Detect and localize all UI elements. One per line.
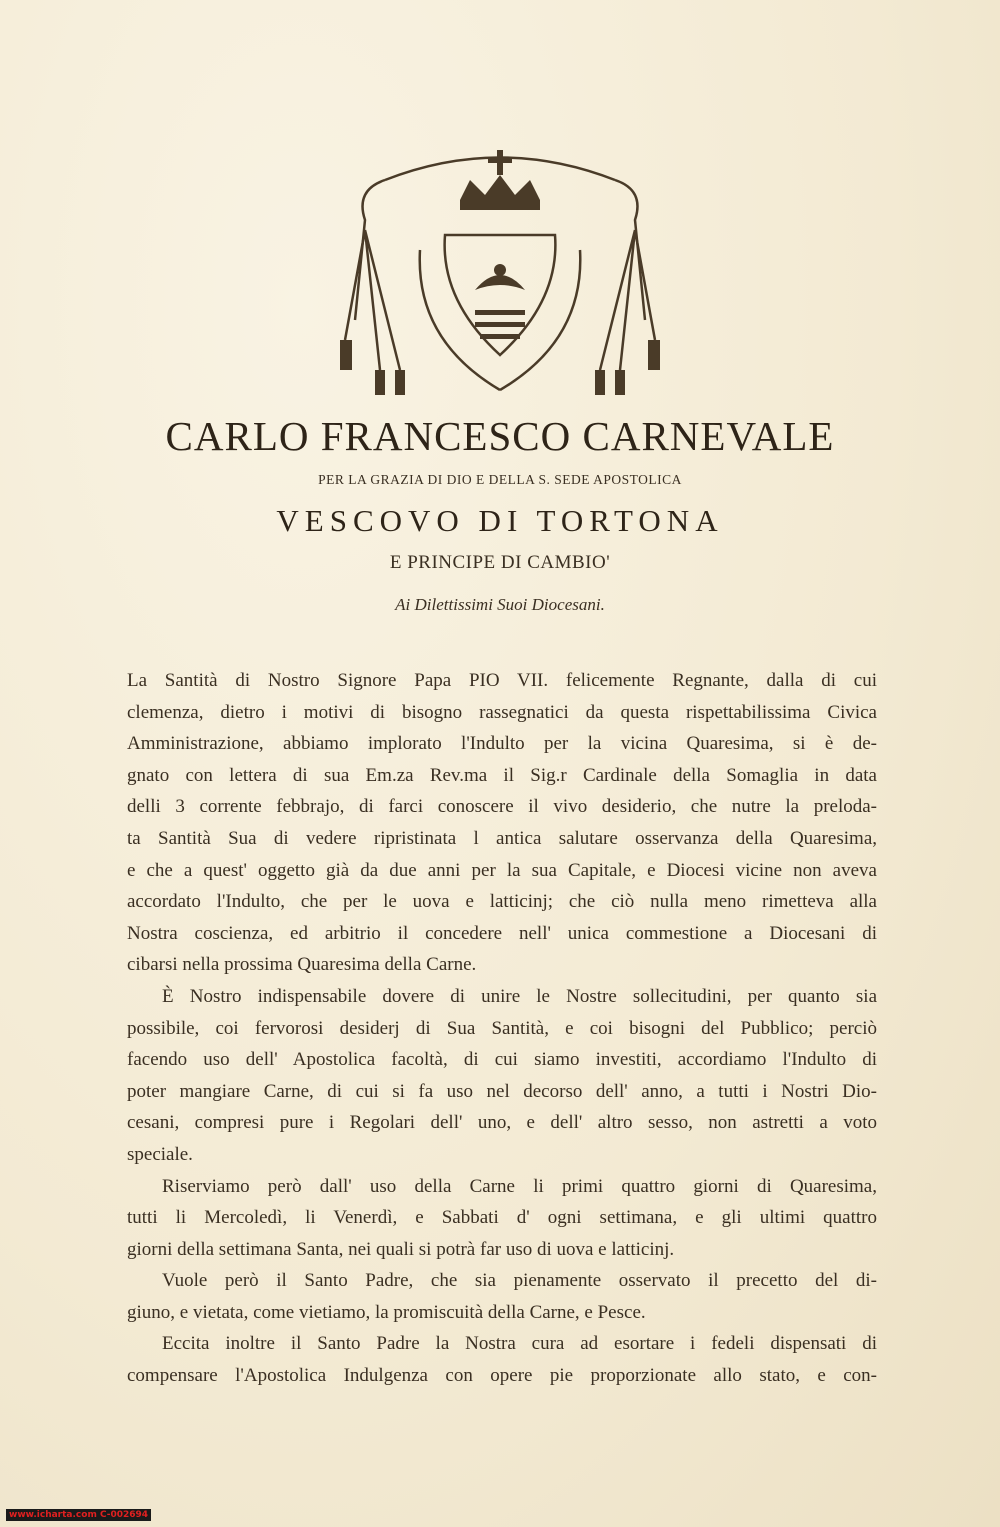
text-line: possibile, coi fervorosi desiderj di Sua Santità, e coi bisogni del Pubblico; perciò xyxy=(127,1017,877,1039)
bishop-title: VESCOVO DI TORTONA xyxy=(276,503,724,538)
text-line: È Nostro indispensabile dovere di unire le Nostre sollecitudini, per quanto sia xyxy=(162,985,877,1007)
text-line: clemenza, dietro i motivi di bisogno rassegnatici da questa rispettabilissima Civica xyxy=(127,701,877,723)
text-line: Vuole però il Santo Padre, che sia pienamente osservato il precetto del di- xyxy=(162,1270,877,1292)
text-line: speciale. xyxy=(127,1143,193,1165)
text-line: giorni della settimana Santa, nei quali si potrà far uso di uova e latticinj. xyxy=(127,1238,675,1260)
text-line: accordato l'Indulto, che per le uova e latticinj; che ciò nulla meno rimetteva alla xyxy=(127,891,877,913)
text-line: poter mangiare Carne, di cui si fa uso nel decorso dell' anno, a tutti i Nostri Dio- xyxy=(127,1080,877,1102)
text-line: Nostra coscienza, ed arbitrio il concedere nell' unica commestione a Diocesani di xyxy=(127,922,877,944)
prince-title: E PRINCIPE DI CAMBIO' xyxy=(389,552,611,573)
text-line: facendo uso dell' Apostolica facoltà, di cui siamo investiti, accordiamo l'Indulto di xyxy=(127,1049,877,1071)
text-line: Amministrazione, abbiamo implorato l'Indulto per la vicina Quaresima, si è de- xyxy=(127,733,877,755)
document-body xyxy=(127,665,877,1392)
text-line: e che a quest' oggetto già da due anni per la sua Capitale, e Diocesi vicine non aveva xyxy=(127,859,877,881)
watermark-label: www.icharta.com C-002694 xyxy=(6,1509,151,1521)
text-line: Eccita inoltre il Santo Padre la Nostra cura ad esortare i fedeli dispensati di xyxy=(162,1333,877,1355)
bishop-name: CARLO FRANCESCO CARNEVALE xyxy=(165,413,835,459)
text-line: giuno, e vietata, come vietiamo, la promiscuità della Carne, e Pesce. xyxy=(127,1301,646,1323)
text-line: Riserviamo però dall' uso della Carne li primi quattro giorni di Quaresima, xyxy=(162,1175,877,1197)
address-line: Ai Dilettissimi Suoi Diocesani. xyxy=(395,595,605,614)
text-line: La Santità di Nostro Signore Papa PIO VII. felicemente Regnante, dalla di cui xyxy=(127,670,877,691)
text-line: cibarsi nella prossima Quaresima della Carne. xyxy=(127,954,477,976)
text-line: gnato con lettera di sua Em.za Rev.ma il Sig.r Cardinale della Somaglia in data xyxy=(127,764,877,786)
text-line: delli 3 corrente febbrajo, di farci conoscere il vivo desiderio, che nutre la preloda- xyxy=(127,796,877,818)
text-line: tutti li Mercoledì, li Venerdì, e Sabbati d' ogni settimana, e gli ultimi quattro xyxy=(127,1207,877,1229)
grace-line: PER LA GRAZIA DI DIO E DELLA S. SEDE APOSTOLICA xyxy=(318,472,682,487)
text-line: compensare l'Apostolica Indulgenza con opere pie proporzionate allo stato, e con- xyxy=(127,1365,877,1387)
text-line: ta Santità Sua di vedere ripristinata l antica salutare osservanza della Quaresima, xyxy=(127,827,877,849)
text-line: cesani, compresi pure i Regolari dell' uno, e dell' altro sesso, non astretti a voto xyxy=(127,1112,877,1134)
coat-of-arms-icon xyxy=(325,140,675,410)
